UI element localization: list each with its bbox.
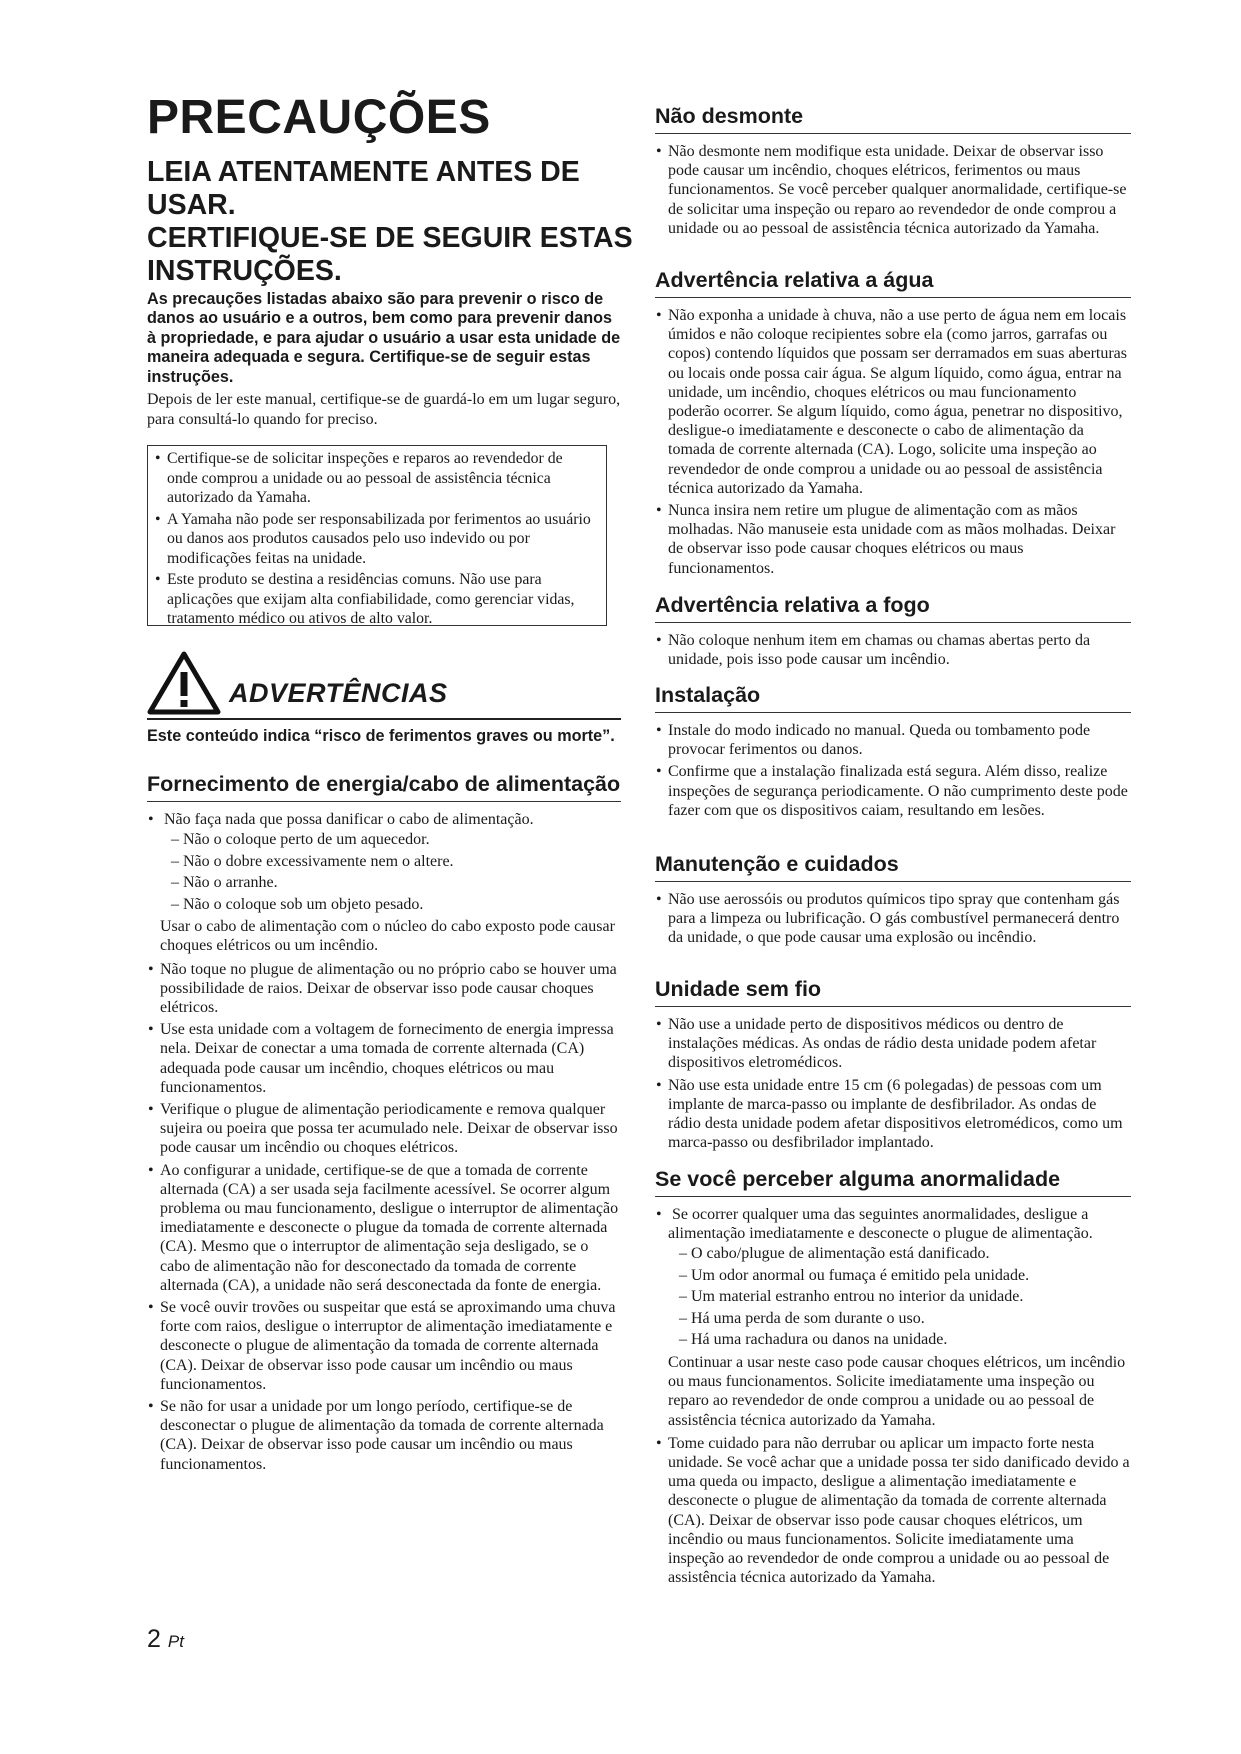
list-item: • Não toque no plugue de alimentação ou no próprio cabo se houver uma possibilidade de raios. Deixar de observar isso pode causar choques elétricos. (147, 960, 621, 1018)
notice-item: • Este produto se destina a residências comuns. Não use para aplicações que exijam alta confiabilidade, como gerenciar vidas, tratamento médico ou ativos de alto valor. (154, 570, 596, 629)
list-item-text: Não faça nada que possa danificar o cabo de alimentação. (164, 811, 534, 828)
notice-item: • A Yamaha não pode ser responsabilizada por ferimentos ao usuário ou danos aos produtos causados pelo uso indevido ou por modificações feitas na unidade. (154, 510, 596, 569)
sub-item: – Não o arranhe. (160, 872, 621, 894)
subtitle-line: USAR. (147, 189, 236, 221)
section-installation (655, 683, 1131, 823)
warning-header (147, 650, 621, 720)
section-heading: Unidade sem fio (655, 977, 1131, 1007)
warning-triangle-icon (147, 650, 221, 716)
sub-item: – Não o dobre excessivamente nem o altere. (160, 851, 621, 873)
list-item: • Não coloque nenhum item em chamas ou chamas abertas perto da unidade, pois isso pode causar um incêndio. (655, 631, 1131, 669)
sub-item: – Há uma rachadura ou danos na unidade. (668, 1329, 1131, 1351)
notice-box (147, 445, 607, 626)
list-item: • Se não for usar a unidade por um longo período, certifique-se de desconectar o plugue de alimentação da tomada de corrente alternada (CA). Deixar de observar isso pode causar um incêndio ou maus funcionamentos. (147, 1397, 621, 1474)
section-wireless (655, 977, 1131, 1155)
section-abnormality (655, 1167, 1131, 1590)
page-title: PRECAUÇÕES (147, 91, 491, 144)
sub-item: – Não o coloque perto de um aquecedor. (160, 829, 621, 851)
page-number: 2 (147, 1625, 161, 1653)
list-item: • Não exponha a unidade à chuva, não a use perto de água nem em locais úmidos e não coloque recipientes sobre ela (como jarros, garrafas ou copos) contendo líquidos que possam ser derramados em suas aberturas ou locais onde possa cair água. Se algum líquido, como água, entrar na unidade, um incêndio, choques elétricos ou mau funcionamento poderão ocorrer. Se algum líquido, como água, penetrar no dispositivo, desligue-o imediatamente e desconecte o cabo de alimentação da tomada de corrente alternada (CA). Logo, solicite uma inspeção ao revendedor de onde comprou a unidade ou ao pessoal de assistência técnica autorizado da Yamaha. (655, 306, 1131, 498)
language-code: Pt (167, 1632, 184, 1651)
intro-text: Depois de ler este manual, certifique-se de guardá-lo em um lugar seguro, para consultá-lo quando for preciso. (147, 391, 621, 428)
list-item: • Não use esta unidade entre 15 cm (6 polegadas) de pessoas com um implante de marca-passo ou implante de desfibrilador. As ondas de rádio desta unidade podem afetar dispositivos eletromédicos, como um marca-passo ou desfibrilador implantado. (655, 1076, 1131, 1153)
sub-item: – Um material estranho entrou no interior da unidade. (668, 1286, 1131, 1308)
page-subtitle (147, 156, 633, 288)
section-maintenance (655, 852, 1131, 951)
sub-item: – Não o coloque sob um objeto pesado. (160, 894, 621, 916)
subtitle-line: CERTIFIQUE-SE DE SEGUIR ESTAS (147, 222, 633, 254)
list-item: • Use esta unidade com a voltagem de fornecimento de energia impressa nela. Deixar de conectar a uma tomada de corrente alternada (CA) adequada pode causar um incêndio, choques elétricos ou mau funcionamentos. (147, 1020, 621, 1097)
list-item: • Não desmonte nem modifique esta unidade. Deixar de observar isso pode causar um incêndio, choques elétricos, ferimentos ou maus funcionamentos. Se você perceber qualquer anormalidade, certifique-se de solicitar uma inspeção ou reparo ao revendedor de onde comprou a unidade ou ao pessoal de assistência técnica autorizado da Yamaha. (655, 142, 1131, 238)
section-power (147, 772, 621, 1477)
list-item-text: Se ocorrer qualquer uma das seguintes anormalidades, desligue a alimentação imediatamente e desconecte o plugue de alimentação. (668, 1206, 1093, 1243)
warning-divider (147, 718, 621, 720)
list-item (147, 810, 621, 956)
list-item: • Instale do modo indicado no manual. Queda ou tombamento pode provocar ferimentos ou danos. (655, 721, 1131, 759)
list-item: • Não use aerossóis ou produtos químicos tipo spray que contenham gás para a limpeza ou lubrificação. O gás combustível permanecerá dentro da unidade, o que pode causar uma explosão ou incêndio. (655, 890, 1131, 948)
section-disassemble (655, 104, 1131, 241)
section-heading: Instalação (655, 683, 1131, 713)
section-heading: Manutenção e cuidados (655, 852, 1131, 882)
section-heading: Advertência relativa a água (655, 268, 1131, 298)
warning-description: Este conteúdo indica “risco de ferimentos graves ou morte”. (147, 727, 615, 745)
list-item (655, 1205, 1131, 1430)
list-item-continuation: Continuar a usar neste caso pode causar choques elétricos, um incêndio ou maus funcionamentos. Solicite imediatamente uma inspeção ou reparo ao revendedor de onde comprou a unidade ou ao pessoal de assistência técnica autorizado da Yamaha. (668, 1353, 1126, 1429)
list-item: • Nunca insira nem retire um plugue de alimentação com as mãos molhadas. Não manuseie esta unidade com as mãos molhadas. Deixar de observar isso pode causar choques elétricos ou maus funcionamentos. (655, 501, 1131, 578)
list-item: • Não use a unidade perto de dispositivos médicos ou dentro de instalações médicas. As ondas de rádio desta unidade podem afetar dispositivos eletromédicos. (655, 1015, 1131, 1073)
section-heading: Se você perceber alguma anormalidade (655, 1167, 1131, 1197)
section-water (655, 268, 1131, 581)
notice-item: • Certifique-se de solicitar inspeções e reparos ao revendedor de onde comprou a unidade ou ao pessoal de assistência técnica autorizado da Yamaha. (154, 449, 596, 508)
section-heading: Não desmonte (655, 104, 1131, 134)
sub-item: – O cabo/plugue de alimentação está danificado. (668, 1243, 1131, 1265)
sub-item: – Um odor anormal ou fumaça é emitido pela unidade. (668, 1265, 1131, 1287)
page-footer (147, 1625, 184, 1654)
list-item-continuation: Usar o cabo de alimentação com o núcleo do cabo exposto pode causar choques elétricos ou um incêndio. (160, 918, 615, 955)
list-item: • Tome cuidado para não derrubar ou aplicar um impacto forte nesta unidade. Se você achar que a unidade possa ter sido danificado devido a uma queda ou impacto, desligue a alimentação imediatamente e desconecte o plugue de alimentação da tomada de corrente alternada (CA). Deixar de observar isso pode causar choques elétricos, um incêndio ou maus funcionamentos. Solicite imediatamente uma inspeção ao revendedor de onde comprou a unidade ou ao pessoal de assistência técnica autorizado da Yamaha. (655, 1434, 1131, 1588)
list-item: • Ao configurar a unidade, certifique-se de que a tomada de corrente alternada (CA) a ser usada seja facilmente acessível. Se ocorrer algum problema ou mau funcionamento, desligue o interruptor de alimentação imediatamente e desconecte o plugue da tomada de corrente alternada (CA). Mesmo que o interruptor de alimentação seja desligado, se o cabo de alimentação não for desconectado da tomada de corrente alternada (CA), a unidade não será desconectada da fonte de energia. (147, 1161, 621, 1295)
intro-bold-text: As precauções listadas abaixo são para prevenir o risco de danos ao usuário e a outros, bem como para prevenir danos à propriedade, e para ajudar o usuário a usar esta unidade de maneira adequada e segura. Certifique-se de seguir estas instruções. (147, 290, 621, 386)
list-item: • Verifique o plugue de alimentação periodicamente e remova qualquer sujeira ou poeira que possa ter acumulado nele. Deixar de observar isso pode causar um incêndio ou choques elétricos. (147, 1100, 621, 1158)
subtitle-line: INSTRUÇÕES. (147, 255, 342, 287)
section-fire (655, 593, 1131, 672)
sub-item: – Há uma perda de som durante o uso. (668, 1308, 1131, 1330)
subtitle-line: LEIA ATENTAMENTE ANTES DE (147, 156, 580, 188)
list-item: • Confirme que a instalação finalizada está segura. Além disso, realize inspeções de segurança periodicamente. O não cumprimento deste pode fazer com que os dispositivos caiam, resultando em lesões. (655, 762, 1131, 820)
section-heading: Advertência relativa a fogo (655, 593, 1131, 623)
warning-title: ADVERTÊNCIAS (229, 678, 448, 708)
list-item: • Se você ouvir trovões ou suspeitar que está se aproximando uma chuva forte com raios, desligue o interruptor de alimentação imediatamente e desconecte o plugue de alimentação da tomada de corrente alternada (CA). Deixar de observar isso pode causar um incêndio ou maus funcionamentos. (147, 1298, 621, 1394)
section-heading: Fornecimento de energia/cabo de alimentação (147, 772, 621, 802)
